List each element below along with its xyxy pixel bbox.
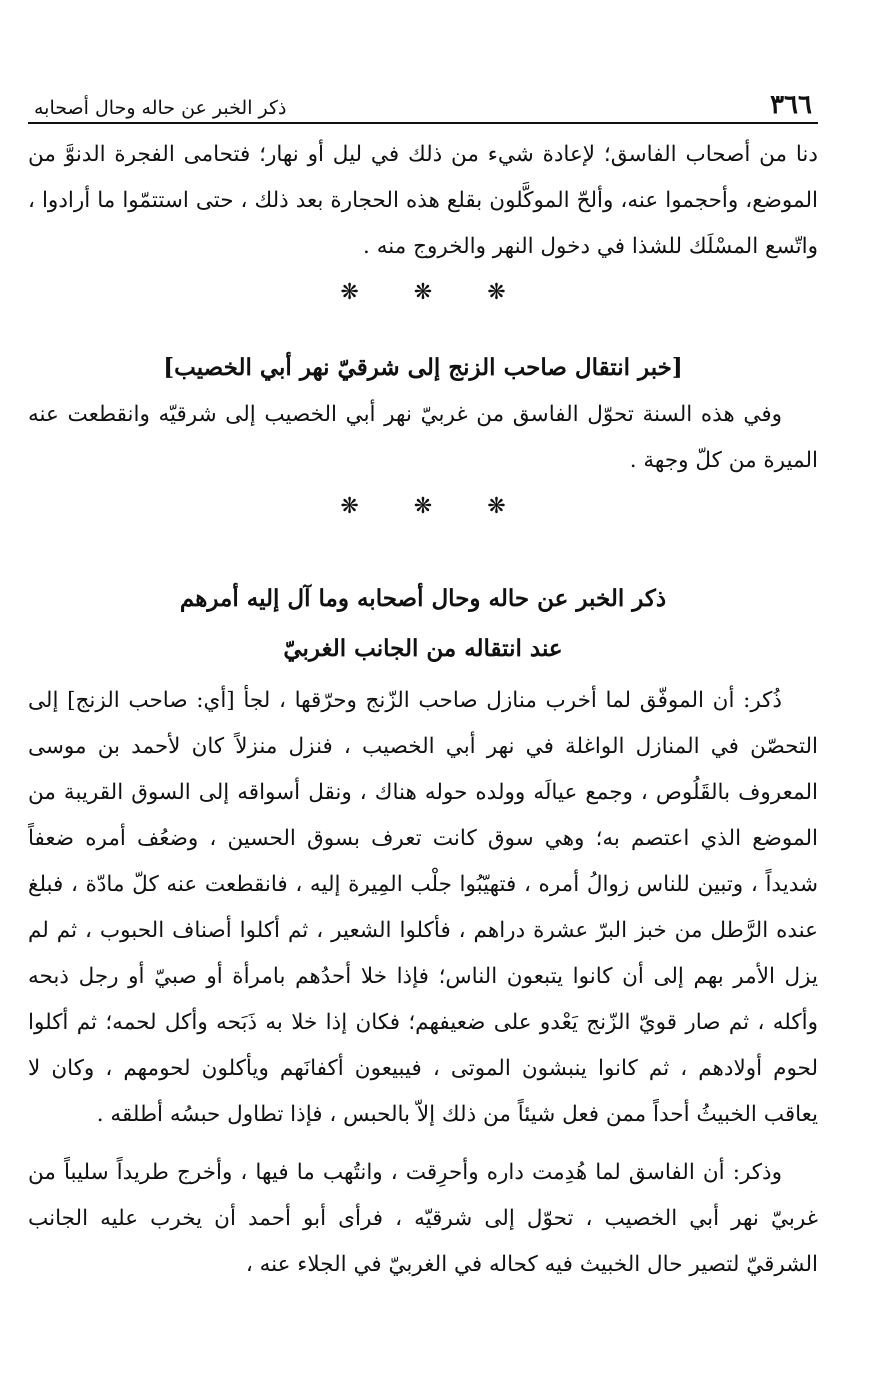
heading-line-2: عند انتقاله من الجانب الغربيّ: [283, 635, 563, 662]
book-page: [28, 80, 818, 1288]
paragraph-year-move: وفي هذه السنة تحوّل الفاسق من غربيّ نهر أبي الخصيب إلى شرقيّه وانقطعت عنه الميرة من كلّ وجهة .: [28, 402, 818, 473]
paragraph-continuation: دنا من أصحاب الفاسق؛ لإعادة شيء من ذلك في ليل أو نهار؛ فتحامى الفجرة الدنوَّ من الموضع، وأحجموا عنه، وألحّ الموكَّلون بقلع هذه الحجارة بعد ذلك ، حتى استتمّوا ما أرادوا ، واتّسع المسْلَك للشذا في دخول النهر والخروج منه .: [28, 142, 818, 259]
paragraph-destruction-account: وذكر: أن الفاسق لما هُدِمت داره وأحرِقت ، وانتُهب ما فيها ، وأخرج طريداً سليباً من غربيّ نهر أبي الخصيب ، تحوّل إلى شرقيّه ، فرأى أبو أحمد أن يخرب عليه الجانب الشرقيّ لتصير حال الخبيث فيه كحاله في الغربيّ في الجلاء عنه ،: [28, 1160, 818, 1277]
heading-line-1: ذكر الخبر عن حاله وحال أصحابه وما آل إليه أمرهم: [179, 585, 667, 612]
section-heading-move-east: [خبر انتقال صاحب الزنج إلى شرقيّ نهر أبي الخصيب]: [163, 354, 683, 381]
page-number: ٣٦٦: [770, 90, 812, 120]
running-header: [28, 80, 818, 124]
paragraph-famine-account: ذُكر: أن الموفّق لما أخرب منازل صاحب الزّنج وحرّقها ، لجأ [أي: صاحب الزنج] إلى التحصّن في المنازل الواغلة في نهر أبي الخصيب ، فنزل منزلاً كان لأحمد بن موسى المعروف بالقَلُوص ، وجمع عيالَه وولده حوله هناك ، ونقل أسواقه إلى السوق القريبة من الموضع الذي اعتصم به؛ وهي سوق كانت تعرف بسوق الحسين ، وضعُف أمره ضعفاً شديداً ، وتبين للناس زوالُ أمره ، فتهيّبُوا جلْب المِيرة إليه ، فانقطعت عنه كلّ مادّة ، فبلغ عنده الرَّطل من خبز البرّ عشرة دراهم ، فأكلوا الشعير ، ثم أكلوا أصناف الحبوب ، ثم لم يزل الأمر بهم إلى أن كانوا يتبعون الناس؛ فإذا خلا أحدُهم بامرأة أو صبيّ أو رجل ذبحه وأكله ، ثم صار قويّ الزّنج يَعْدو على ضعيفهم؛ فكان إذا خلا به ذَبَحه وأكل لحمه؛ ثم أكلوا لحوم أولادهم ، ثم كانوا ينبشون الموتى ، فيبيعون أكفانَهم ويأكلون لحومهم ، وكان لا يعاقب الخبيثُ أحداً ممن فعل شيئاً من ذلك إلاّ بالحبس ، فإذا تطاول حبسُه أطلقه .: [28, 688, 818, 1127]
running-title: ذكر الخبر عن حاله وحال أصحابه: [34, 97, 287, 119]
section-separator-2: ❋ ❋ ❋: [340, 494, 530, 519]
section-heading-his-condition: [28, 574, 818, 674]
section-separator-1: ❋ ❋ ❋: [340, 280, 530, 305]
